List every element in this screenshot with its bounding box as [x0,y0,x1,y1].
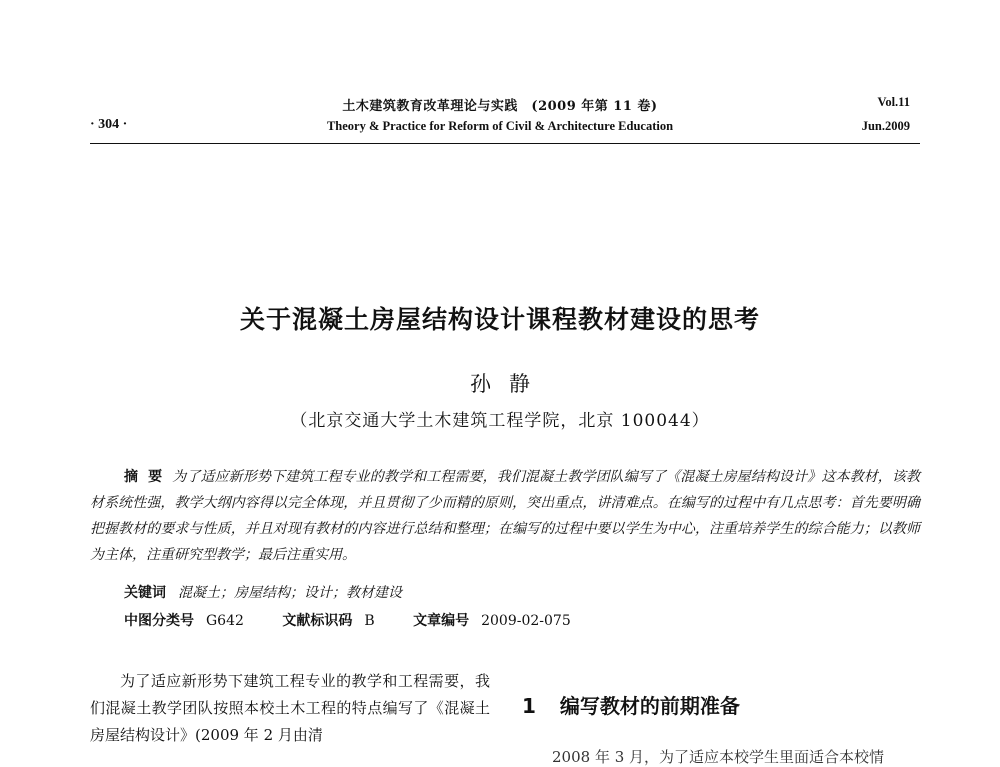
journal-title-cn: 土木建筑教育改革理论与实践 (2009 年第 11 卷) [342,99,658,114]
journal-title-en: Theory & Practice for Reform of Civil & Architecture Education [326,119,674,133]
article-title: 关于混凝土房屋结构设计课程教材建设的思考 [239,305,760,334]
clc-label: 中图分类号 [124,613,194,629]
author-affiliation: （北京交通大学土木建筑工程学院，北京 100044） [290,411,710,431]
keywords-label: 关键词 [124,585,166,601]
section-heading [522,690,740,719]
section-text-start: 2008 年 3 月，为了适应本校学生里面适合本校情 [552,748,885,766]
keywords-text: 混凝土；房屋结构；设计；教材建设 [178,585,402,601]
abstract-label: 摘要 [124,469,173,485]
article-author: 孙静 [470,372,548,396]
page-number: · 304 · [90,117,128,132]
issue-date: Jun.2009 [861,119,910,133]
article-id-label: 文章编号 [413,613,470,629]
doc-code-value: B [364,613,375,629]
doc-code-label: 文献标识码 [282,613,353,629]
section-title: 编写教材的前期准备 [559,694,740,718]
abstract-text: 为了适应新形势下建筑工程专业的教学和工程需要，我们混凝土教学团队编写了《混凝土房屋结构设计》这本教材，该教材系统性强，教学大纲内容得以完全体现，并且贯彻了少而精的原则，突出重点，讲清难点。在编写的过程中有几点思考：首先要明确把握教材的要求与性质，并且对现有教材的内容进行总结和整理；在编写的过程中要以学生为中心，注重培养学生的综合能力；以教师为主体，注重研究型教学；最后注重实用。 [90,469,921,563]
clc-value: G642 [206,613,244,629]
header-rule [90,143,920,144]
keywords [124,582,402,602]
classification-line [124,610,605,630]
body-paragraph: 为了适应新形势下建筑工程专业的教学和工程需要，我们混凝土教学团队按照本校土木工程的特点编写了《混凝土房屋结构设计》(2009 年 2 月由清 [90,672,490,744]
article-id-value: 2009-02-075 [481,613,571,629]
section-number: 1 [522,694,536,718]
abstract [90,464,920,568]
volume-label: Vol.11 [877,95,910,109]
